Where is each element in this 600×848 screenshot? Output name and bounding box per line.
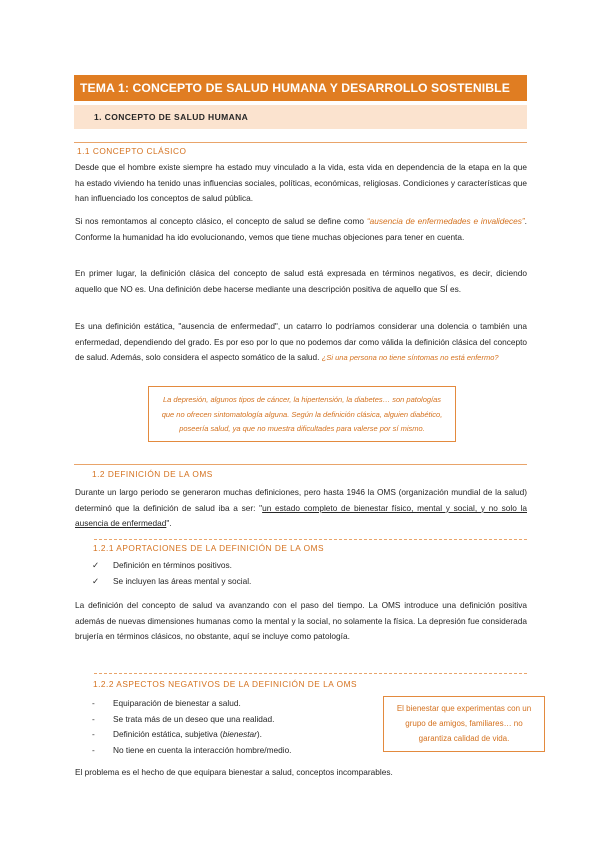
oms-definition-quote: un estado completo de bienestar físico, mental y social, y no solo la ausencia de enfermedad xyxy=(75,502,527,529)
subsection-heading-1-2-1: 1.2.1 APORTACIONES DE LA DEFINICIÓN DE LA OMS xyxy=(93,543,325,553)
section-divider xyxy=(74,142,527,143)
list-item-text: Definición en términos positivos. xyxy=(113,560,232,570)
section-heading: 1. CONCEPTO DE SALUD HUMANA xyxy=(74,105,527,129)
section-divider xyxy=(94,673,527,674)
text: ". xyxy=(166,518,172,529)
paragraph: La definición del concepto de salud va avanzando con el paso del tiempo. La OMS introduce una definición positiva además de nuevas dimensiones humanas como la mental y la social, no solamente la física. La depresión fue considerada brujería en términos clásicos, no obstante, aquí se incluye como patología. xyxy=(75,600,527,642)
text: Si nos remontamos al concepto clásico, el concepto de salud se define como xyxy=(75,216,367,226)
negative-aspects-list xyxy=(92,696,292,758)
dash-icon: - xyxy=(92,729,95,739)
list-item xyxy=(92,558,251,574)
list-item xyxy=(92,727,292,743)
paragraph xyxy=(75,214,527,245)
classic-definition-quote: “ausencia de enfermedades e invalideces” xyxy=(366,216,525,226)
list-item-text: No tiene en cuenta la interacción hombre/medio. xyxy=(113,744,292,755)
check-icon: ✓ xyxy=(92,560,99,570)
dash-icon: - xyxy=(92,713,95,724)
list-item-text: Equiparación de bienestar a salud. xyxy=(113,698,241,708)
text: Durante un largo periodo se generaron muchas definiciones, pero hasta 1946 la OMS (organización mundial de la salud) determinó que la definición de salud iba a ser: " xyxy=(75,487,527,513)
dash-icon: - xyxy=(92,744,95,755)
wellbeing-callout: El bienestar que experimentas con un grupo de amigos, familiares… no garantiza calidad de vida. xyxy=(383,696,545,752)
list-item xyxy=(92,696,292,712)
list-item-text: Se trata más de un deseo que una realidad. xyxy=(113,713,275,724)
paragraph: Desde que el hombre existe siempre ha estado muy vinculado a la vida, esta vida en dependencia de la etapa en la que ha estado viviendo ha tenido unas influencias sociales, políticas, económicas, religiosas. Condiciones y características que han influenciado los conceptos de salud pública. xyxy=(75,162,527,204)
subsection-heading-1-1: 1.1 CONCEPTO CLÁSICO xyxy=(77,146,187,156)
text: Es una definición estática, "ausencia de enfermedad", un catarro lo podríamos considerar una dolencia o también una enfermedad, dependiendo del grado. Es por eso por lo que no podemos dar como válida la definición clásica del concepto de salud. Además, solo considera el aspecto somático de la salud. xyxy=(75,321,527,363)
paragraph: En primer lugar, la definición clásica del concepto de salud está expresada en términos negativos, es decir, diciendo aquello que NO es. Una definición debe hacerse mediante una descripción positiva de aquello que SÍ es. xyxy=(75,268,527,294)
list-item xyxy=(92,743,292,759)
page-title: TEMA 1: CONCEPTO DE SALUD HUMANA Y DESARROLLO SOSTENIBLE xyxy=(74,75,527,101)
check-icon: ✓ xyxy=(92,575,99,586)
section-divider xyxy=(94,539,527,540)
text: . Conforme la humanidad ha ido evolucionando, vemos que tiene muchas objeciones para tener en cuenta. xyxy=(75,216,527,242)
subsection-heading-1-2-2: 1.2.2 ASPECTOS NEGATIVOS DE LA DEFINICIÓN DE LA OMS xyxy=(93,679,358,689)
list-item-text: Definición estática, subjetiva ( xyxy=(113,729,223,739)
example-callout: La depresión, algunos tipos de cáncer, la hipertensión, la diabetes… son patologías que no ofrecen sintomatología alguna. Según la definición clásica, alguien diabético, poseería salud, ya que no muestra dificultades para valerse por sí mismo. xyxy=(148,386,456,442)
emphasis: bienestar xyxy=(222,729,257,739)
paragraph: El problema es el hecho de que equipara bienestar a salud, conceptos incomparables. xyxy=(75,767,393,777)
question-note: ¿Si una persona no tiene síntomas no está enfermo? xyxy=(321,353,499,363)
paragraph xyxy=(75,319,527,366)
contributions-list xyxy=(92,558,251,589)
paragraph xyxy=(75,485,527,532)
dash-icon: - xyxy=(92,698,95,708)
list-item xyxy=(92,712,292,728)
list-item-text: ). xyxy=(256,729,262,739)
section-divider xyxy=(74,464,527,465)
list-item-text: Se incluyen las áreas mental y social. xyxy=(113,575,252,586)
subsection-heading-1-2: 1.2 DEFINICIÓN DE LA OMS xyxy=(92,469,213,479)
list-item xyxy=(92,574,251,590)
